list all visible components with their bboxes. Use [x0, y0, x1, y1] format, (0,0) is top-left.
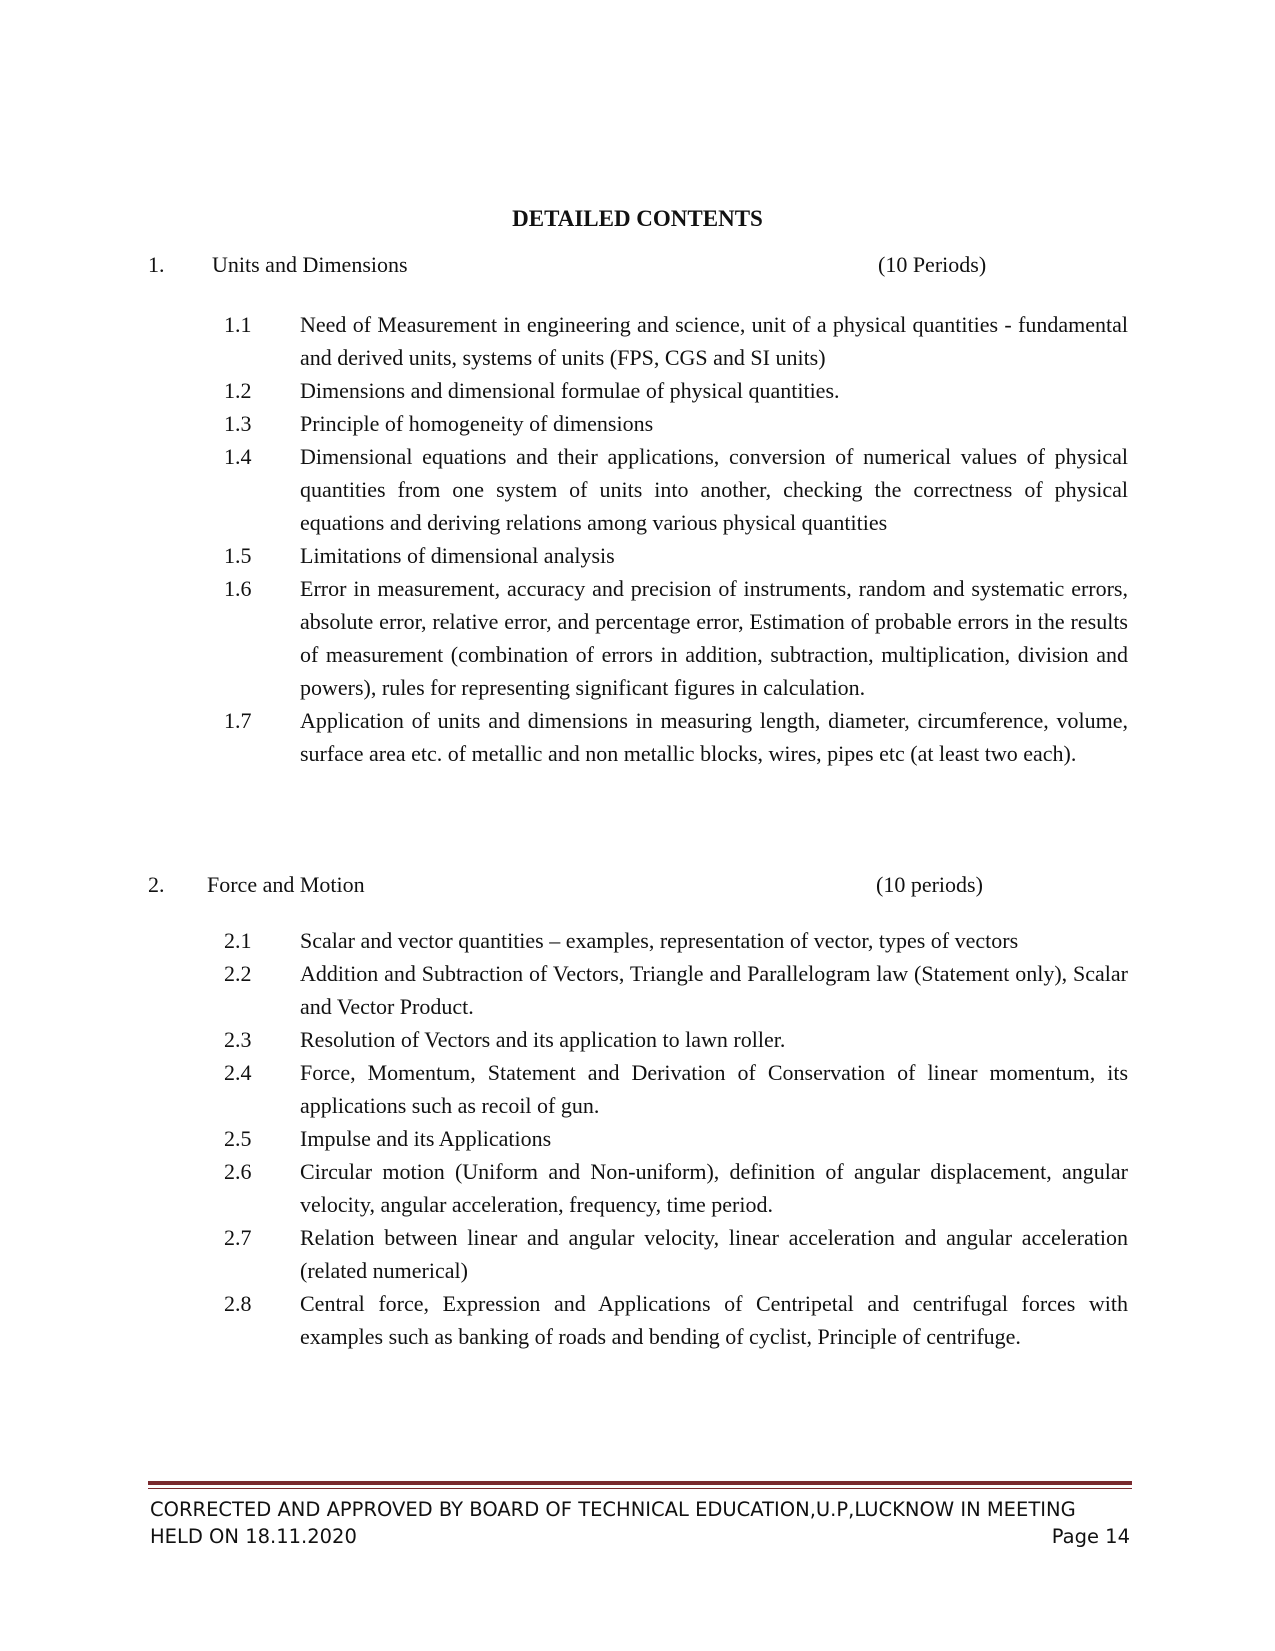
item-number: 2.5 — [224, 1126, 252, 1151]
list-item — [224, 1122, 1128, 1155]
item-text: Dimensions and dimensional formulae of physical quantities. — [300, 378, 840, 403]
item-number: 2.8 — [224, 1291, 252, 1316]
item-number: 1.1 — [224, 312, 252, 337]
list-item — [224, 440, 1128, 539]
footer-meeting-date: HELD ON 18.11.2020 — [150, 1525, 357, 1548]
item-text: Resolution of Vectors and its application to lawn roller. — [300, 1027, 786, 1052]
item-text: Limitations of dimensional analysis — [300, 543, 615, 568]
list-item — [224, 1221, 1128, 1287]
page-number: Page 14 — [1051, 1525, 1130, 1548]
item-number: 1.2 — [224, 378, 252, 403]
footer-divider-thin — [148, 1488, 1132, 1489]
item-text: Dimensional equations and their applications, conversion of numerical values of physical quantities from one system of units into another, checking the correctness of physical equations and deriving relations among various physical quantities — [300, 444, 1128, 535]
item-number: 1.6 — [224, 576, 252, 601]
footer-line-1: CORRECTED AND APPROVED BY BOARD OF TECHNICAL EDUCATION,U.P,LUCKNOW IN MEETING — [150, 1498, 1076, 1521]
item-number: 1.7 — [224, 708, 252, 733]
list-item — [224, 1155, 1128, 1221]
section-title: Units and Dimensions — [212, 252, 408, 277]
item-number: 2.2 — [224, 961, 252, 986]
list-item — [224, 572, 1128, 704]
section-items-2 — [224, 924, 1128, 1353]
list-item — [224, 308, 1128, 374]
list-item — [224, 704, 1128, 770]
list-item — [224, 407, 1128, 440]
item-text: Need of Measurement in engineering and science, unit of a physical quantities - fundamental and derived units, systems of units (FPS, CGS and SI units) — [300, 312, 1128, 370]
section-periods: (10 periods) — [876, 872, 983, 897]
item-text: Principle of homogeneity of dimensions — [300, 411, 654, 436]
item-text: Addition and Subtraction of Vectors, Triangle and Parallelogram law (Statement only), Scalar and Vector Product. — [300, 961, 1128, 1019]
item-number: 1.5 — [224, 543, 252, 568]
list-item — [224, 924, 1128, 957]
list-item — [224, 1023, 1128, 1056]
page-title: DETAILED CONTENTS — [512, 206, 763, 231]
item-number: 2.1 — [224, 928, 252, 953]
item-text: Scalar and vector quantities – examples, representation of vector, types of vectors — [300, 928, 1019, 953]
page-footer — [150, 1496, 1130, 1550]
item-number: 2.3 — [224, 1027, 252, 1052]
item-number: 2.6 — [224, 1159, 252, 1184]
item-text: Circular motion (Uniform and Non-uniform), definition of angular displacement, angular velocity, angular acceleration, frequency, time period. — [300, 1159, 1128, 1217]
item-text: Relation between linear and angular velocity, linear acceleration and angular acceleration (related numerical) — [300, 1225, 1128, 1283]
footer-line-2 — [150, 1523, 1130, 1550]
section-number: 2. — [148, 872, 165, 897]
footer-divider-thick — [148, 1481, 1132, 1485]
item-number: 1.4 — [224, 444, 252, 469]
item-text: Application of units and dimensions in measuring length, diameter, circumference, volume, surface area etc. of metallic and non metallic blocks, wires, pipes etc (at least two each). — [300, 708, 1128, 766]
list-item — [224, 1056, 1128, 1122]
section-periods: (10 Periods) — [878, 252, 987, 277]
list-item — [224, 957, 1128, 1023]
item-text: Error in measurement, accuracy and precision of instruments, random and systematic errors, absolute error, relative error, and percentage error, Estimation of probable errors in the results of measurement (combination of errors in addition, subtraction, multiplication, division and powers), rules for representing significant figures in calculation. — [300, 576, 1128, 700]
list-item — [224, 539, 1128, 572]
section-heading-1 — [148, 252, 1060, 282]
list-item — [224, 374, 1128, 407]
section-heading-2 — [148, 872, 1060, 902]
item-number: 1.3 — [224, 411, 252, 436]
item-number: 2.4 — [224, 1060, 252, 1085]
item-text: Force, Momentum, Statement and Derivation of Conservation of linear momentum, its applications such as recoil of gun. — [300, 1060, 1128, 1118]
section-title: Force and Motion — [207, 872, 365, 897]
item-text: Central force, Expression and Applications of Centripetal and centrifugal forces with examples such as banking of roads and bending of cyclist, Principle of centrifuge. — [300, 1291, 1128, 1349]
item-number: 2.7 — [224, 1225, 252, 1250]
section-number: 1. — [148, 252, 165, 277]
list-item — [224, 1287, 1128, 1353]
item-text: Impulse and its Applications — [300, 1126, 552, 1151]
section-items-1 — [224, 308, 1128, 770]
